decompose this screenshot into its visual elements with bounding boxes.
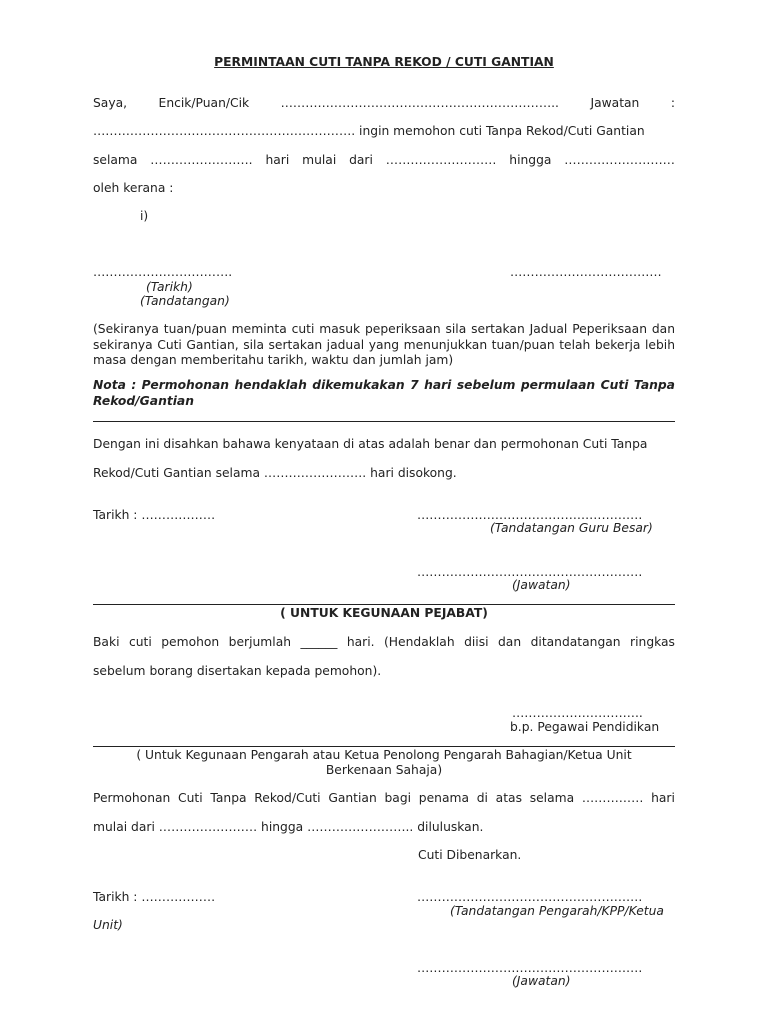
director-heading-1: ( Untuk Kegunaan Pengarah atau Ketua Penolong Pengarah Bahagian/Ketua Unit (136, 748, 632, 762)
divider (93, 604, 675, 605)
endorse-line-2: Rekod/Cuti Gantian selama ……………………. hari disokong. (93, 466, 457, 480)
signature-dots[interactable]: ………………………………. (510, 265, 662, 279)
word: dari (349, 153, 373, 167)
word: cuti (128, 635, 152, 649)
applicant-line-1 (93, 96, 675, 110)
office-line-2: sebelum borang disertakan kepada pemohon). (93, 664, 382, 678)
word: Jawatan (590, 96, 640, 110)
word: (Hendaklah (384, 635, 455, 649)
word: selama (529, 791, 575, 805)
word: dan (498, 635, 522, 649)
director-position-label: (Jawatan) (512, 974, 571, 988)
balance-blank[interactable]: ______ (300, 635, 338, 649)
word: hari (651, 791, 675, 805)
form-title: PERMINTAAN CUTI TANPA REKOD / CUTI GANTIAN (214, 55, 554, 69)
word: mulai (302, 153, 337, 167)
applicant-line-2: ………………………………………………………. ingin memohon cuti Tanpa Rekod/Cuti Gantian (93, 124, 645, 138)
word: Rekod/Cuti (254, 791, 321, 805)
start-date-blank[interactable]: ……………………… (385, 153, 497, 167)
leave-approved-text: Cuti Dibenarkan. (418, 848, 522, 862)
word: berjumlah (228, 635, 292, 649)
word: hingga (509, 153, 552, 167)
director-signature-label-cont: Unit) (93, 918, 123, 932)
word: hari (265, 153, 290, 167)
director-heading-2: Berkenaan Sahaja) (325, 763, 443, 777)
officer-signature-label: b.p. Pegawai Pendidikan (510, 720, 660, 734)
applicant-line-3 (93, 153, 675, 167)
headmaster-signature-dots[interactable]: ………………………………………………. (417, 508, 643, 522)
word: ringkas (630, 635, 675, 649)
endorse-line-1: Dengan ini disahkan bahawa kenyataan di atas adalah benar dan permohonan Cuti Tanpa (93, 437, 648, 451)
director-line-2: mulai dari …………………… hingga …………………….. diluluskan. (93, 820, 484, 834)
reason-label: oleh kerana : (93, 181, 174, 195)
end-date-blank[interactable]: ……………………… (564, 153, 675, 167)
headmaster-signature-label: (Tandatangan Guru Besar) (490, 521, 653, 535)
word: ditandatangan (530, 635, 621, 649)
word: pemohon (161, 635, 220, 649)
word: di (476, 791, 488, 805)
director-position-dots[interactable]: ………………………………………………. (417, 961, 643, 975)
nota-notice: Nota : Permohonan hendaklah dikemukakan 7 hari sebelum permulaan Cuti Tanpa Rekod/Gantian (93, 378, 675, 408)
director-line-1 (93, 791, 675, 805)
word: : (670, 96, 675, 110)
endorse-position-dots[interactable]: ………………………………………………. (417, 565, 643, 579)
word: Saya, (93, 96, 128, 110)
officer-signature-dots[interactable]: ………………………….. (512, 706, 643, 720)
director-signature-label: (Tandatangan Pengarah/KPP/Ketua (450, 904, 664, 918)
office-heading: ( UNTUK KEGUNAAN PEJABAT) (280, 606, 488, 620)
director-date[interactable]: Tarikh : ……………… (93, 890, 216, 904)
word: diisi (464, 635, 489, 649)
office-line-1 (93, 635, 675, 649)
signature-label: (Tandatangan) (140, 294, 230, 308)
word: bagi (384, 791, 412, 805)
endorse-date[interactable]: Tarikh : ……………… (93, 508, 216, 522)
word: Encik/Puan/Cik (158, 96, 250, 110)
word: Gantian (328, 791, 377, 805)
reason-item: i) (140, 209, 149, 223)
word: Baki (93, 635, 120, 649)
word: Cuti (178, 791, 203, 805)
divider (93, 746, 675, 747)
word: Tanpa (210, 791, 247, 805)
word: hari. (346, 635, 375, 649)
word: penama (418, 791, 469, 805)
word: selama (93, 153, 138, 167)
director-signature-dots[interactable]: ………………………………………………. (417, 890, 643, 904)
divider (93, 421, 675, 422)
date-label: (Tarikh) (146, 280, 193, 294)
approved-days-blank[interactable]: …………… (581, 791, 644, 805)
name-blank[interactable]: ………………………………………………………….. (280, 96, 559, 110)
days-blank[interactable]: ……………………. (150, 153, 253, 167)
word: atas (495, 791, 522, 805)
endorse-position-label: (Jawatan) (512, 578, 571, 592)
word: Permohonan (93, 791, 171, 805)
date-dots[interactable]: ……………………………. (93, 265, 233, 279)
note-paragraph: (Sekiranya tuan/puan meminta cuti masuk peperiksaan sila sertakan Jadual Peperiksaan dan sekiranya Cuti Gantian, sila sertakan jadual yang menunjukkan tuan/puan telah bekerja lebih masa dengan memberitahu tarikh, waktu dan jumlah jam) (93, 322, 675, 367)
